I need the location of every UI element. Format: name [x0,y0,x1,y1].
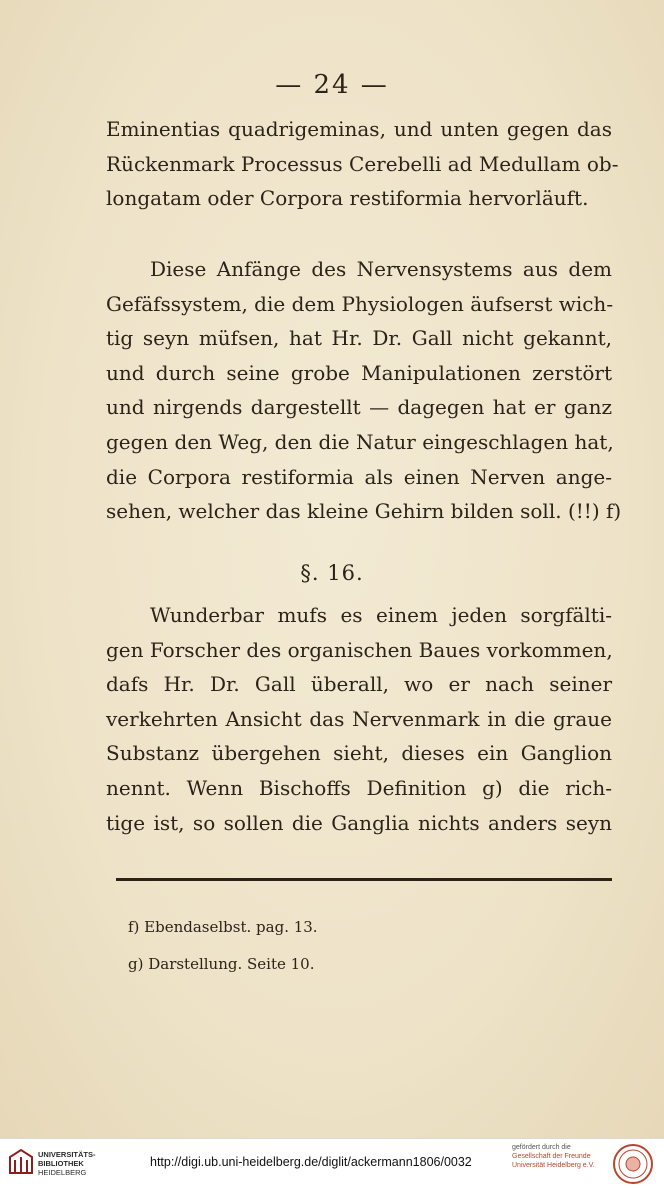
paragraph-2 [106,252,622,529]
page-number: — 24 — [275,70,389,100]
text-line: die Corpora restiformia als einen Nerven ange- [106,464,612,489]
text-line: Gefäfssystem, die dem Physiologen äufserst wich- [106,291,614,316]
footer-bar [0,1138,664,1188]
text-line: und nirgends dargestellt — dagegen hat er ganz [106,395,612,420]
text-line: sehen, welcher das kleine Gehirn bilden soll. (!!) f) [106,499,622,524]
library-logo-icon[interactable] [8,1147,34,1177]
text-line: verkehrten Ansicht das Nervenmark in die graue [106,706,612,731]
section-heading: §. 16. [300,561,364,585]
text-line: longatam oder Corpora restiformia hervorläuft. [106,186,589,211]
permalink-url[interactable]: http://digi.ub.uni-heidelberg.de/diglit/ackermann1806/0032 [150,1155,472,1169]
footnote-f: f) Ebendaselbst. pag. 13. [128,918,318,936]
sponsor-credit[interactable]: gefördert durch die Gesellschaft der Freunde Universität Heidelberg e.V. [512,1144,595,1169]
paragraph-3 [106,598,612,840]
text-line: gen Forscher des organischen Baues vorkommen, [106,637,613,662]
text-line: dafs Hr. Dr. Gall überall, wo er nach seiner [106,672,612,697]
footnote-rule [116,878,612,881]
paragraph-1 [106,112,619,216]
footnotes [128,916,318,990]
university-seal-icon [612,1143,654,1185]
text-line: tig seyn müfsen, hat Hr. Dr. Gall nicht gekannt, [106,326,612,351]
text-line: gegen den Weg, den die Natur eingeschlagen hat, [106,429,614,454]
text-line: und durch seine grobe Manipulationen zerstört [106,360,612,385]
text-line: Wunderbar mufs es einem jeden sorgfälti- [150,603,612,627]
text-line: Rückenmark Processus Cerebelli ad Medullam ob- [106,151,619,176]
footnote-g: g) Darstellung. Seite 10. [128,955,315,973]
text-line: Diese Anfänge des Nervensystems aus dem [150,257,612,281]
text-line: Substanz übergehen sieht, dieses ein Ganglion [106,741,612,766]
text-line: nennt. Wenn Bischoffs Definition g) die rich- [106,775,612,800]
library-name[interactable]: UNIVERSITÄTS- BIBLIOTHEK HEIDELBERG [38,1150,96,1177]
text-line: tige ist, so sollen die Ganglia nichts anders seyn [106,810,612,835]
text-line: Eminentias quadrigeminas, und unten gegen das [106,117,612,141]
